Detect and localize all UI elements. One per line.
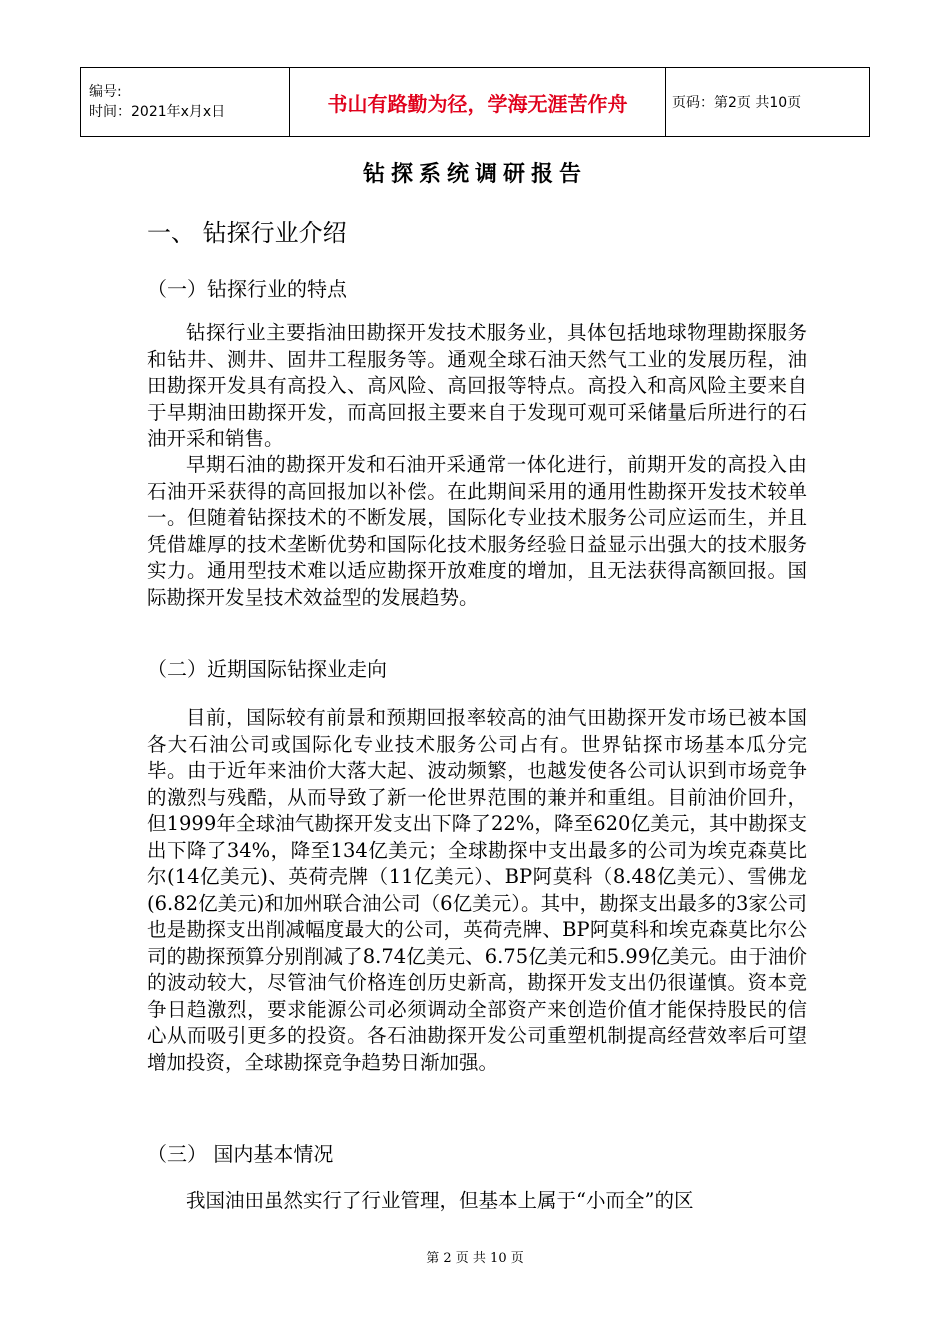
section-1-heading: 一、 钻探行业介绍 [147, 219, 347, 247]
paragraph-2: 早期石油的勘探开发和石油开采通常一体化进行，前期开发的高投入由石油开采获得的高回报加以补偿。在此期间采用的通用性勘探开发技术较单一。但随着钻探技术的不断发展，国际化专业技术服务公司应运而生，并且凭借雄厚的技术垄断优势和国际化技术服务经验日益显示出强大的技术服务实力。通用型技术难以适应勘探开放难度的增加，且无法获得高额回报。国际勘探开发呈技术效益型的发展趋势。 [147, 453, 807, 609]
motto: 书山有路勤为径，学海无涯苦作舟 [290, 68, 666, 137]
paragraph-4: 我国油田虽然实行了行业管理，但基本上属于“小而全”的区 [186, 1189, 694, 1212]
subsection-2-heading: （二）近期国际钻探业走向 [147, 657, 387, 681]
paragraph-1: 钻探行业主要指油田勘探开发技术服务业，具体包括地球物理勘探服务和钻井、测井、固井工程服务等。通观全球石油天然气工业的发展历程，油田勘探开发具有高投入、高风险、高回报等特点。高投入和高风险主要来自于早期油田勘探开发，而高回报主要来自于发现可观可采储量后所进行的石油开采和销售。 [147, 321, 807, 450]
paragraph-3: 目前，国际较有前景和预期回报率较高的油气田勘探开发市场已被本国各大石油公司或国际化专业技术服务公司占有。世界钻探市场基本瓜分完毕。由于近年来油价大落大起、波动频繁，也越发使各公司认识到市场竞争的激烈与残酷，从而导致了新一伦世界范围的兼并和重组。目前油价回升，但1999年全球油气勘探开发支出下降了22%，降至620亿美元，其中勘探支出下降了34%，降至134亿美元；全球勘探中支出最多的公司为埃克森莫比尔(14亿美元)、英荷壳牌（11亿美元）、BP阿莫科（8.48亿美元）、雪佛龙(6.82亿美元)和加州联合油公司（6亿美元）。其中，勘探支出最多的3家公司也是勘探支出削减幅度最大的公司，英荷壳牌、BP阿莫科和埃克森莫比尔公司的勘探预算分别削减了8.74亿美元、6.75亿美元和5.99亿美元。由于油价的波动较大，尽管油气价格连创历史新高，勘探开发支出仍很谨慎。资本竞争日趋激烈，要求能源公司必须调动全部资产来创造价值才能保持股民的信心从而吸引更多的投资。各石油勘探开发公司重塑机制提高经营效率后可望增加投资，全球勘探竞争趋势日渐加强。 [147, 706, 807, 1074]
time-label: 时间：2021年x月x日 [89, 104, 226, 120]
page-footer: 第 2 页 共 10 页 [426, 1251, 524, 1266]
header-meta-cell [81, 68, 290, 137]
subsection-1-heading: （一）钻探行业的特点 [147, 277, 347, 301]
document-title: 钻探系统调研报告 [362, 161, 587, 187]
page-info: 页码：第2页 共10页 [666, 68, 870, 137]
header-table [80, 67, 870, 137]
number-label: 编号: [89, 84, 122, 100]
subsection-3-heading: （三） 国内基本情况 [147, 1142, 334, 1166]
